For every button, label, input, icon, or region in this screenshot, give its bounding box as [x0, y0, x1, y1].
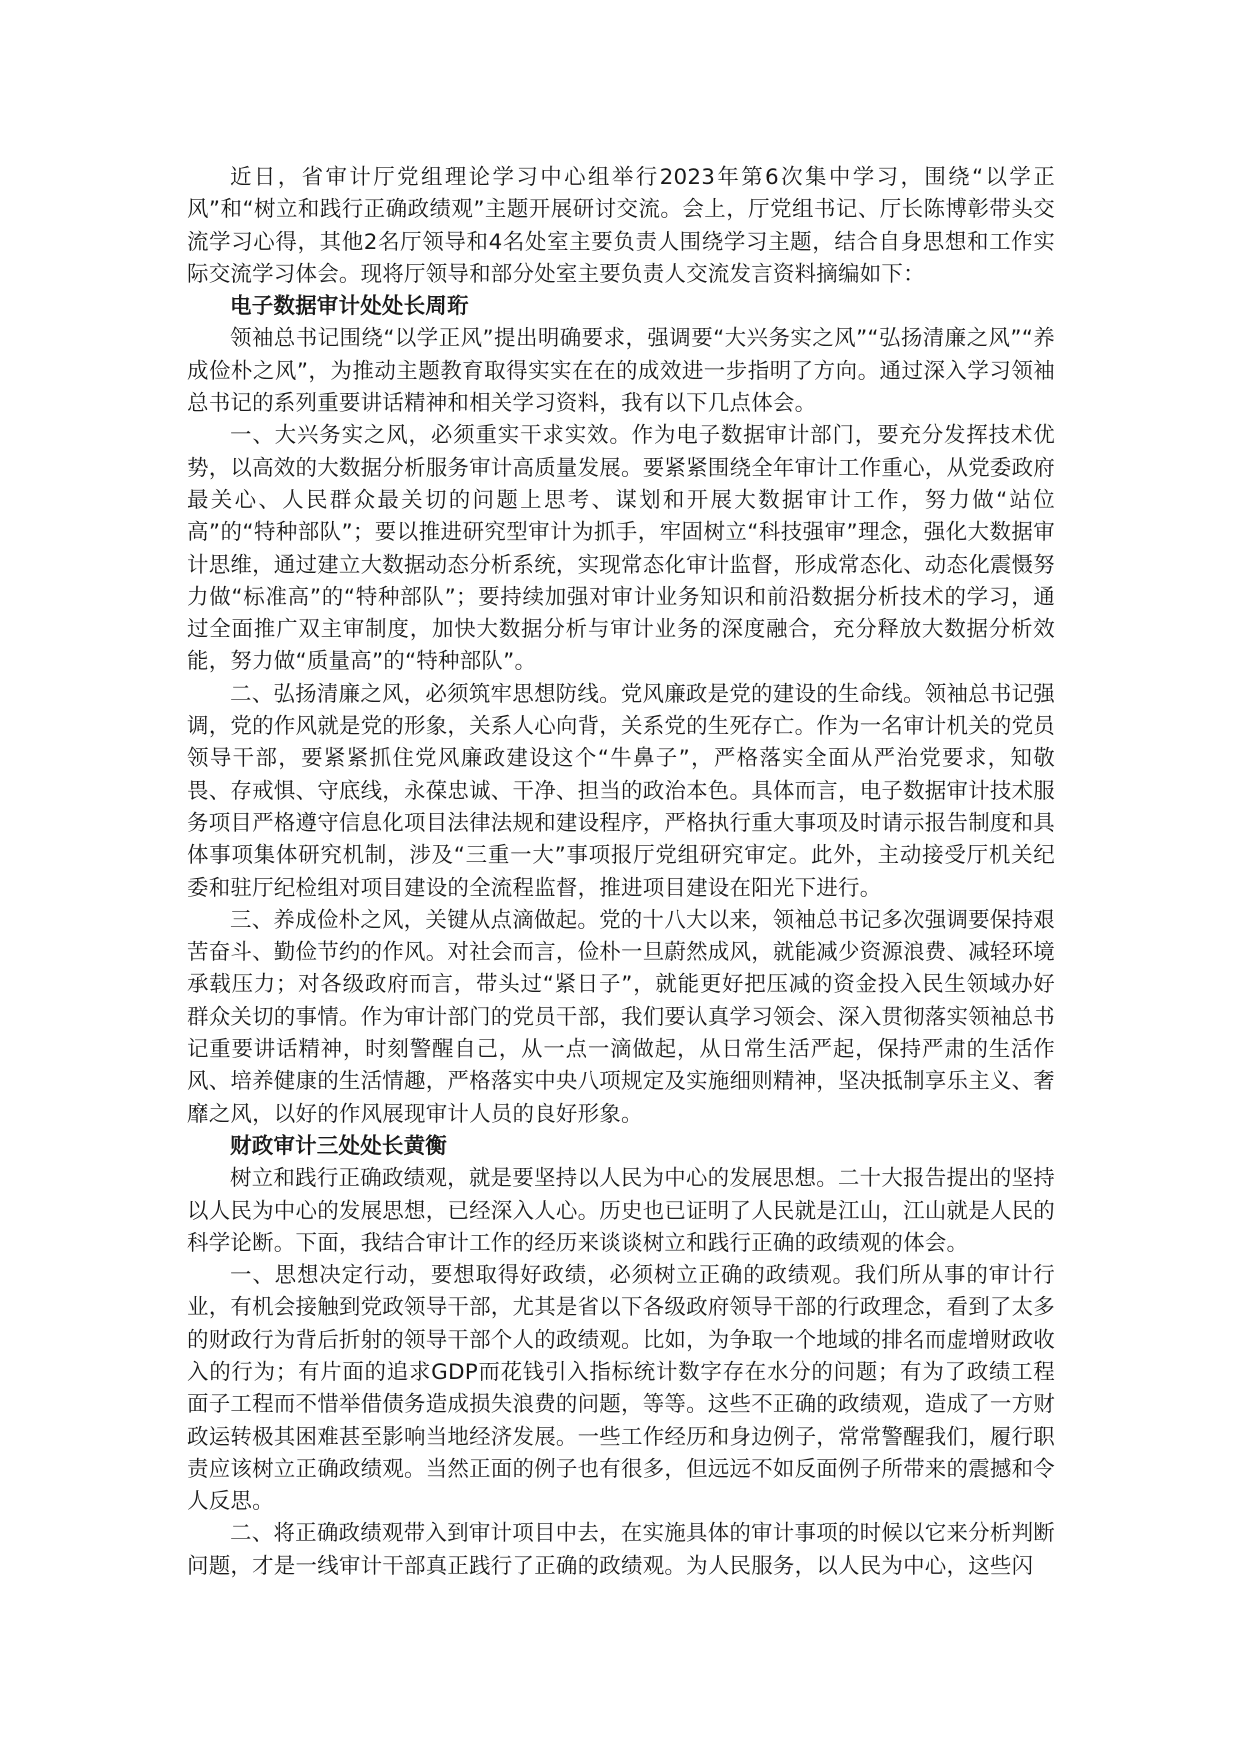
intro-paragraph: 近日，省审计厅党组理论学习中心组举行2023年第6次集中学习，围绕“以学正风”和“树立和践行正确政绩观”主题开展研讨交流。会上，厅党组书记、厅长陈博彰带头交流学习心得，其他2名厅领导和4名处室主要负责人围绕学习主题，结合自身思想和工作实际交流学习体会。现将厅领导和部分处室主要负责人交流发言资料摘编如下： [187, 165, 1055, 287]
body-paragraph: 领袖总书记围绕“以学正风”提出明确要求，强调要“大兴务实之风”“弘扬清廉之风”“养成俭朴之风”，为推动主题教育取得实实在在的成效进一步指明了方向。通过深入学习领袖总书记的系列重要讲话精神和相关学习资料，我有以下几点体会。 [187, 326, 1055, 417]
body-paragraph: 树立和践行正确政绩观，就是要坚持以人民为中心的发展思想。二十大报告提出的坚持以人民为中心的发展思想，已经深入人心。历史也已证明了人民就是江山，江山就是人民的科学论断。下面，我结合审计工作的经历来谈谈树立和践行正确的政绩观的体会。 [187, 1166, 1056, 1256]
section-heading-zhou-heng: 电子数据审计处处长周珩 [230, 294, 469, 320]
body-paragraph: 一、思想决定行动，要想取得好政绩，必须树立正确的政绩观。我们所从事的审计行业，有机会接触到党政领导干部，尤其是省以下各级政府领导干部的行政理念，看到了太多的财政行为背后折射的领导干部个人的政绩观。比如，为争取一个地域的排名而虚增财政收入的行为；有片面的追求GDP而花钱引入指标统计数字存在水分的问题；有为了政绩工程面子工程而不惜举借债务造成损失浪费的问题，等等。这些不正确的政绩观，造成了一方财政运转极其困难甚至影响当地经济发展。一些工作经历和身边例子，常常警醒我们，履行职责应该树立正确政绩观。当然正面的例子也有很多，但远远不如反面例子所带来的震撼和令人反思。 [187, 1263, 1056, 1515]
body-paragraph: 一、大兴务实之风，必须重实干求实效。作为电子数据审计部门，要充分发挥技术优势，以高效的大数据分析服务审计高质量发展。要紧紧围绕全年审计工作重心，从党委政府最关心、人民群众最关切的问题上思考、谋划和开展大数据审计工作，努力做“站位高”的“特种部队”；要以推进研究型审计为抓手，牢固树立“科技强审”理念，强化大数据审计思维，通过建立大数据动态分析系统，实现常态化审计监督，形成常态化、动态化震慑努力做“标准高”的“特种部队”；要持续加强对审计业务知识和前沿数据分析技术的学习，通过全面推广双主审制度，加快大数据分析与审计业务的深度融合，充分释放大数据分析效能，努力做“质量高”的“特种部队”。 [187, 423, 1056, 675]
body-paragraph: 二、将正确政绩观带入到审计项目中去，在实施具体的审计事项的时候以它来分析判断问题，才是一线审计干部真正践行了正确的政绩观。为人民服务，以人民为中心，这些闪 [187, 1521, 1055, 1579]
body-paragraph: 三、养成俭朴之风，关键从点滴做起。党的十八大以来，领袖总书记多次强调要保持艰苦奋斗、勤俭节约的作风。对社会而言，俭朴一旦蔚然成风，就能减少资源浪费、减轻环境承载压力；对各级政府而言，带头过“紧日子”，就能更好把压减的资金投入民生领域办好群众关切的事情。作为审计部门的党员干部，我们要认真学习领会、深入贯彻落实领袖总书记重要讲话精神，时刻警醒自己，从一点一滴做起，从日常生活严起，保持严肃的生活作风、培养健康的生活情趣，严格落实中央八项规定及实施细则精神，坚决抵制享乐主义、奢靡之风，以好的作风展现审计人员的良好形象。 [187, 907, 1056, 1127]
section-heading-huang-heng: 财政审计三处处长黄衡 [230, 1133, 448, 1159]
body-paragraph: 二、弘扬清廉之风，必须筑牢思想防线。党风廉政是党的建设的生命线。领袖总书记强调，党的作风就是党的形象，关系人心向背，关系党的生死存亡。作为一名审计机关的党员领导干部，要紧紧抓住党风廉政建设这个“牛鼻子”，严格落实全面从严治党要求，知敬畏、存戒惧、守底线，永葆忠诚、干净、担当的政治本色。具体而言，电子数据审计技术服务项目严格遵守信息化项目法律法规和建设程序，严格执行重大事项及时请示报告制度和具体事项集体研究机制，涉及“三重一大”事项报厅党组研究审定。此外，主动接受厅机关纪委和驻厅纪检组对项目建设的全流程监督，推进项目建设在阳光下进行。 [187, 681, 1056, 901]
document-page [187, 162, 1055, 1583]
